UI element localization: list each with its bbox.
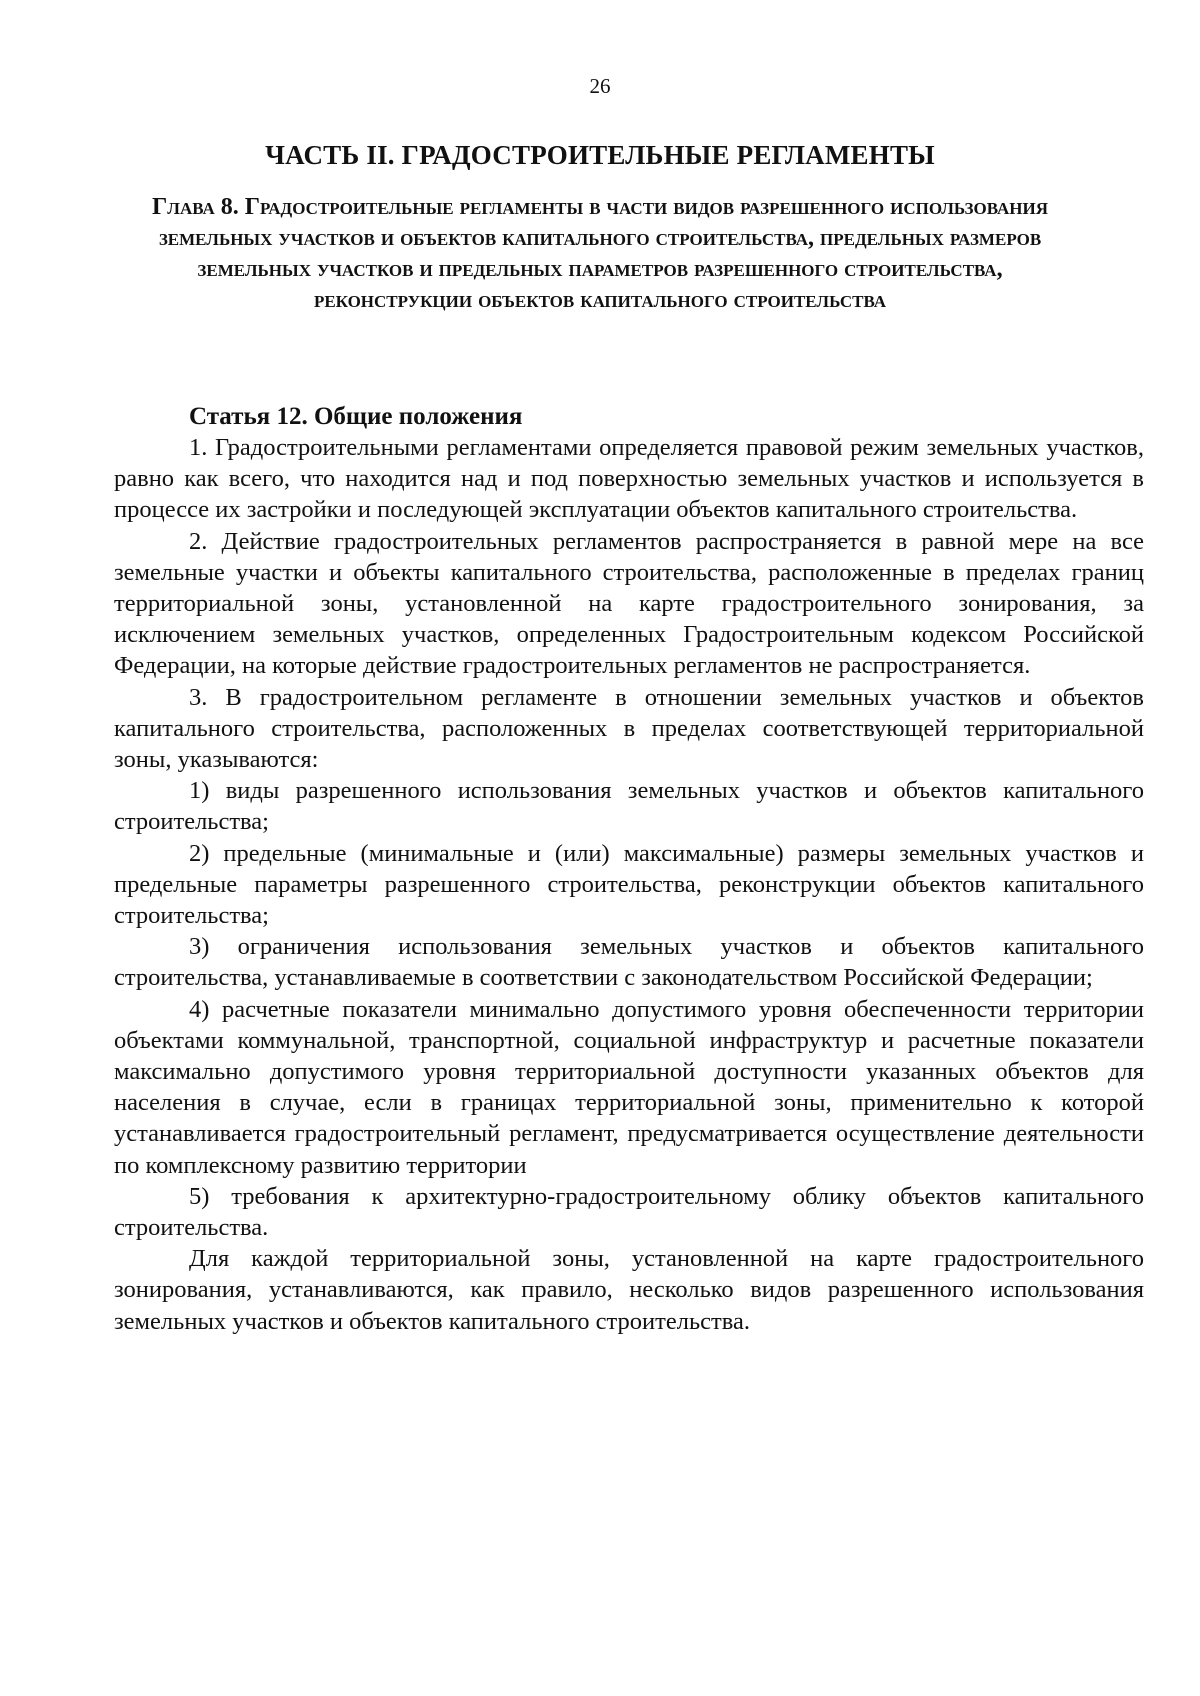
list-item-4: 4) расчетные показатели минимально допустимого уровня обеспеченности территории объектами коммунальной, транспортной, социальной инфраструктур и расчетные показатели максимально допустимого уровня территориальной доступности указанных объектов для населения в случае, если в границах территориальной зоны, применительно к которой устанавливается градостроительный регламент, предусматривается осуществление деятельности по комплексному развитию территории [114,995,1144,1179]
paragraph-3: 3. В градостроительном регламенте в отношении земельных участков и объектов капитального строительства, расположенных в пределах соответствующей территориальной зоны, указываются: [114,683,1144,774]
paragraph-2: 2. Действие градостроительных регламентов распространяется в равной мере на все земельные участки и объекты капитального строительства, расположенные в пределах границ территориальной зоны, установленной на карте градостроительного зонирования, за исключением земельных участков, определенных Градостроительным кодексом Российской Федерации, на которые действие градостроительных регламентов не распространяется. [114,527,1144,680]
paragraph-final: Для каждой территориальной зоны, установленной на карте градостроительного зонирования, устанавливаются, как правило, несколько видов разрешенного использования земельных участков и объектов капитального строительства. [114,1245,1144,1335]
page-number: 26 [589,74,611,98]
part-title: ЧАСТЬ II. ГРАДОСТРОИТЕЛЬНЫЕ РЕГЛАМЕНТЫ [265,140,935,170]
article-section [114,402,1144,1337]
paragraph-1: 1. Градостроительными регламентами определяется правовой режим земельных участков, равно как всего, что находится над и под поверхностью земельных участков и используется в процессе их застройки и последующей эксплуатации объектов капитального строительства. [114,434,1144,524]
list-item-3: 3) ограничения использования земельных участков и объектов капитального строительства, устанавливаемые в соответствии с законодательством Российской Федерации; [114,933,1144,992]
article-title: Статья 12. Общие положения [189,403,523,430]
list-item-5: 5) требования к архитектурно-градостроительному облику объектов капитального строительства. [114,1182,1144,1242]
list-item-1: 1) виды разрешенного использования земельных участков и объектов капитального строительства; [114,777,1144,836]
list-item-2: 2) предельные (минимальные и (или) максимальные) размеры земельных участков и предельные параметры разрешенного строительства, реконструкции объектов капитального строительства; [114,839,1144,930]
chapter-title: Глава 8. Градостроительные регламенты в части видов разрешенного использования земельных участков и объектов капитального строительства, предельных размеров земельных участков и предельных параметров разрешенного строительства, реконструкции объектов капитального строительства [152,194,1048,313]
